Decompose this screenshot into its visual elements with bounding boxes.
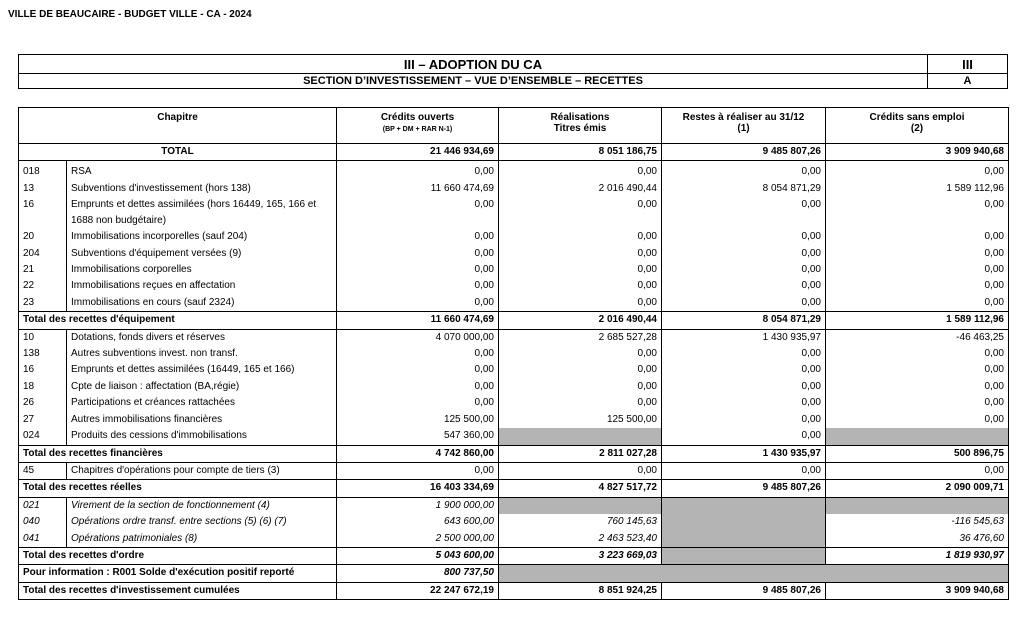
cell-restes: 0,00 [662, 362, 826, 378]
cell-credits: 11 660 474,69 [337, 312, 499, 329]
table-row [19, 246, 1009, 262]
cell-sans-emploi: 0,00 [826, 229, 1009, 245]
cell-restes: 0,00 [662, 395, 826, 411]
table-row [19, 412, 1009, 428]
cell-credits: 125 500,00 [337, 412, 499, 428]
cell-label: Pour information : R001 Solde d'exécution positif reporté [19, 565, 337, 582]
cell-code: 16 [19, 197, 67, 229]
cell-sans-emploi: 0,00 [826, 379, 1009, 395]
cell-restes: 9 485 807,26 [662, 144, 826, 161]
total-cumulees-row [19, 582, 1009, 599]
cell-credits: 0,00 [337, 462, 499, 479]
cell-code: 16 [19, 362, 67, 378]
cell-code: 10 [19, 329, 67, 346]
cell-sans-emploi: 36 476,60 [826, 531, 1009, 548]
cell-label: Participations et créances rattachées [67, 395, 337, 411]
cell-label: Emprunts et dettes assimilées (16449, 165 et 166) [67, 362, 337, 378]
cell-sans-emploi: 1 589 112,96 [826, 181, 1009, 197]
cell-sans-emploi: 0,00 [826, 462, 1009, 479]
cell-restes: 8 054 871,29 [662, 312, 826, 329]
cell-realisations: 0,00 [499, 462, 662, 479]
cell-restes: 0,00 [662, 262, 826, 278]
cell-sans-emploi: 0,00 [826, 246, 1009, 262]
section-subtitle-code: A [928, 74, 1008, 89]
empty-shaded-cell [499, 428, 662, 445]
cell-label: Cpte de liaison : affectation (BA,régie) [67, 379, 337, 395]
cell-sans-emploi: -116 545,63 [826, 514, 1009, 530]
section-header [18, 54, 1008, 89]
empty-shaded-cell [662, 531, 826, 548]
table-row [19, 379, 1009, 395]
section-title-code: III [928, 55, 1008, 74]
cell-label: Total des recettes d'investissement cumulées [19, 582, 337, 599]
cell-credits: 0,00 [337, 362, 499, 378]
table-row [19, 428, 1009, 445]
table-row [19, 395, 1009, 411]
table-row [19, 181, 1009, 197]
cell-realisations: 4 827 517,72 [499, 480, 662, 497]
cell-code: 21 [19, 262, 67, 278]
total-reelles-row [19, 480, 1009, 497]
cell-restes: 0,00 [662, 197, 826, 229]
total-financieres-row [19, 445, 1009, 462]
cell-credits: 800 737,50 [337, 565, 499, 582]
cell-code: 22 [19, 278, 67, 294]
cell-realisations: 2 016 490,44 [499, 181, 662, 197]
table-row [19, 262, 1009, 278]
table-header-row [19, 108, 1009, 144]
cell-credits: 547 360,00 [337, 428, 499, 445]
cell-label: Chapitres d'opérations pour compte de tiers (3) [67, 462, 337, 479]
cell-credits: 5 043 600,00 [337, 547, 499, 564]
cell-label: TOTAL [19, 144, 337, 161]
empty-shaded-cell [662, 514, 826, 530]
cell-credits: 0,00 [337, 379, 499, 395]
cell-code: 23 [19, 295, 67, 312]
cell-restes: 0,00 [662, 412, 826, 428]
table-row [19, 346, 1009, 362]
cell-credits: 11 660 474,69 [337, 181, 499, 197]
cell-sans-emploi: -46 463,25 [826, 329, 1009, 346]
empty-shaded-cell [662, 497, 826, 514]
cell-realisations: 0,00 [499, 379, 662, 395]
empty-shaded-cell [499, 565, 1009, 582]
cell-realisations: 760 145,63 [499, 514, 662, 530]
cell-code: 018 [19, 164, 67, 180]
cell-sans-emploi: 0,00 [826, 278, 1009, 294]
cell-code: 20 [19, 229, 67, 245]
cell-realisations: 0,00 [499, 346, 662, 362]
table-row [19, 462, 1009, 479]
table-row [19, 329, 1009, 346]
cell-sans-emploi: 3 909 940,68 [826, 582, 1009, 599]
total-ordre-row [19, 547, 1009, 564]
cell-restes: 1 430 935,97 [662, 329, 826, 346]
cell-label: Produits des cessions d'immobilisations [67, 428, 337, 445]
cell-code: 18 [19, 379, 67, 395]
col-header-sans-emploi: Crédits sans emploi (2) [826, 108, 1009, 144]
cell-code: 26 [19, 395, 67, 411]
cell-label: Total des recettes réelles [19, 480, 337, 497]
cell-sans-emploi: 0,00 [826, 295, 1009, 312]
cell-credits: 0,00 [337, 262, 499, 278]
cell-restes: 0,00 [662, 246, 826, 262]
table-row [19, 55, 1008, 74]
table-row [19, 197, 1009, 229]
cell-realisations: 0,00 [499, 164, 662, 180]
cell-label: Total des recettes financières [19, 445, 337, 462]
table-row [19, 497, 1009, 514]
cell-sans-emploi: 500 896,75 [826, 445, 1009, 462]
cell-realisations: 125 500,00 [499, 412, 662, 428]
cell-label: Emprunts et dettes assimilées (hors 16449, 165, 166 et 1688 non budgétaire) [67, 197, 337, 229]
cell-realisations: 0,00 [499, 362, 662, 378]
cell-label: Immobilisations incorporelles (sauf 204) [67, 229, 337, 245]
cell-label: Immobilisations en cours (sauf 2324) [67, 295, 337, 312]
cell-label: Total des recettes d'équipement [19, 312, 337, 329]
cell-realisations: 0,00 [499, 395, 662, 411]
cell-credits: 0,00 [337, 197, 499, 229]
cell-label: Immobilisations reçues en affectation [67, 278, 337, 294]
col-header-credits: Crédits ouverts (BP + DM + RAR N-1) [337, 108, 499, 144]
cell-credits: 0,00 [337, 164, 499, 180]
empty-shaded-cell [499, 497, 662, 514]
empty-shaded-cell [662, 547, 826, 564]
cell-label: Total des recettes d'ordre [19, 547, 337, 564]
section-subtitle: SECTION D’INVESTISSEMENT – VUE D’ENSEMBLE – RECETTES [19, 74, 928, 89]
cell-restes: 9 485 807,26 [662, 480, 826, 497]
cell-credits: 4 070 000,00 [337, 329, 499, 346]
cell-restes: 0,00 [662, 278, 826, 294]
cell-realisations: 2 811 027,28 [499, 445, 662, 462]
cell-label: Subventions d'équipement versées (9) [67, 246, 337, 262]
cell-sans-emploi: 0,00 [826, 346, 1009, 362]
cell-label: Opérations patrimoniales (8) [67, 531, 337, 548]
cell-credits: 4 742 860,00 [337, 445, 499, 462]
cell-realisations: 3 223 669,03 [499, 547, 662, 564]
cell-sans-emploi: 0,00 [826, 262, 1009, 278]
cell-restes: 0,00 [662, 462, 826, 479]
cell-realisations: 0,00 [499, 278, 662, 294]
cell-sans-emploi: 2 090 009,71 [826, 480, 1009, 497]
cell-restes: 1 430 935,97 [662, 445, 826, 462]
cell-realisations: 0,00 [499, 229, 662, 245]
cell-sans-emploi: 0,00 [826, 395, 1009, 411]
cell-realisations: 8 051 186,75 [499, 144, 662, 161]
cell-label: Immobilisations corporelles [67, 262, 337, 278]
cell-credits: 0,00 [337, 278, 499, 294]
cell-sans-emploi: 0,00 [826, 164, 1009, 180]
cell-code: 204 [19, 246, 67, 262]
cell-label: RSA [67, 164, 337, 180]
cell-restes: 0,00 [662, 229, 826, 245]
cell-code: 45 [19, 462, 67, 479]
total-row [19, 144, 1009, 161]
section-title: III – ADOPTION DU CA [19, 55, 928, 74]
cell-label: Dotations, fonds divers et réserves [67, 329, 337, 346]
cell-code: 021 [19, 497, 67, 514]
cell-realisations: 0,00 [499, 197, 662, 229]
cell-restes: 0,00 [662, 295, 826, 312]
cell-restes: 8 054 871,29 [662, 181, 826, 197]
table-row [19, 295, 1009, 312]
ordre-group [19, 497, 1009, 547]
document-title: VILLE DE BEAUCAIRE - BUDGET VILLE - CA - 2024 [8, 9, 252, 20]
cell-realisations: 0,00 [499, 262, 662, 278]
table-row [19, 74, 1008, 89]
cell-code: 024 [19, 428, 67, 445]
cell-credits: 22 247 672,19 [337, 582, 499, 599]
cell-label: Autres subventions invest. non transf. [67, 346, 337, 362]
cell-label: Virement de la section de fonctionnement (4) [67, 497, 337, 514]
cell-code: 13 [19, 181, 67, 197]
table-row [19, 362, 1009, 378]
cell-realisations: 8 851 924,25 [499, 582, 662, 599]
cell-code: 27 [19, 412, 67, 428]
cell-label: Opérations ordre transf. entre sections (5) (6) (7) [67, 514, 337, 530]
cell-sans-emploi: 1 589 112,96 [826, 312, 1009, 329]
cell-code: 041 [19, 531, 67, 548]
info-r001-row [19, 565, 1009, 582]
cell-code: 138 [19, 346, 67, 362]
cell-restes: 0,00 [662, 428, 826, 445]
table-row [19, 278, 1009, 294]
financieres-group [19, 329, 1009, 445]
total-equipement-row [19, 312, 1009, 329]
col-header-realisations: Réalisations Titres émis [499, 108, 662, 144]
cell-credits: 2 500 000,00 [337, 531, 499, 548]
cell-sans-emploi: 1 819 930,97 [826, 547, 1009, 564]
cell-credits: 0,00 [337, 295, 499, 312]
recettes-table [18, 107, 1009, 600]
cell-restes: 0,00 [662, 164, 826, 180]
cell-credits: 0,00 [337, 395, 499, 411]
cell-code: 040 [19, 514, 67, 530]
cell-sans-emploi: 3 909 940,68 [826, 144, 1009, 161]
table-row [19, 531, 1009, 548]
col-header-chapitre: Chapitre [19, 108, 337, 144]
cell-sans-emploi: 0,00 [826, 197, 1009, 229]
cell-credits: 1 900 000,00 [337, 497, 499, 514]
equipement-group [19, 164, 1009, 311]
cell-realisations: 2 685 527,28 [499, 329, 662, 346]
cell-credits: 0,00 [337, 229, 499, 245]
col-header-restes: Restes à réaliser au 31/12 (1) [662, 108, 826, 144]
cell-realisations: 0,00 [499, 246, 662, 262]
cell-sans-emploi: 0,00 [826, 412, 1009, 428]
cell-restes: 0,00 [662, 346, 826, 362]
cell-restes: 9 485 807,26 [662, 582, 826, 599]
cell-realisations: 2 463 523,40 [499, 531, 662, 548]
empty-shaded-cell [826, 497, 1009, 514]
cell-label: Subventions d'investissement (hors 138) [67, 181, 337, 197]
cell-credits: 0,00 [337, 246, 499, 262]
empty-shaded-cell [826, 428, 1009, 445]
cell-credits: 21 446 934,69 [337, 144, 499, 161]
cell-realisations: 0,00 [499, 295, 662, 312]
table-row [19, 229, 1009, 245]
cell-credits: 0,00 [337, 346, 499, 362]
table-row [19, 164, 1009, 180]
cell-credits: 16 403 334,69 [337, 480, 499, 497]
cell-realisations: 2 016 490,44 [499, 312, 662, 329]
cell-sans-emploi: 0,00 [826, 362, 1009, 378]
cell-label: Autres immobilisations financières [67, 412, 337, 428]
cell-restes: 0,00 [662, 379, 826, 395]
table-row [19, 514, 1009, 530]
cell-credits: 643 600,00 [337, 514, 499, 530]
